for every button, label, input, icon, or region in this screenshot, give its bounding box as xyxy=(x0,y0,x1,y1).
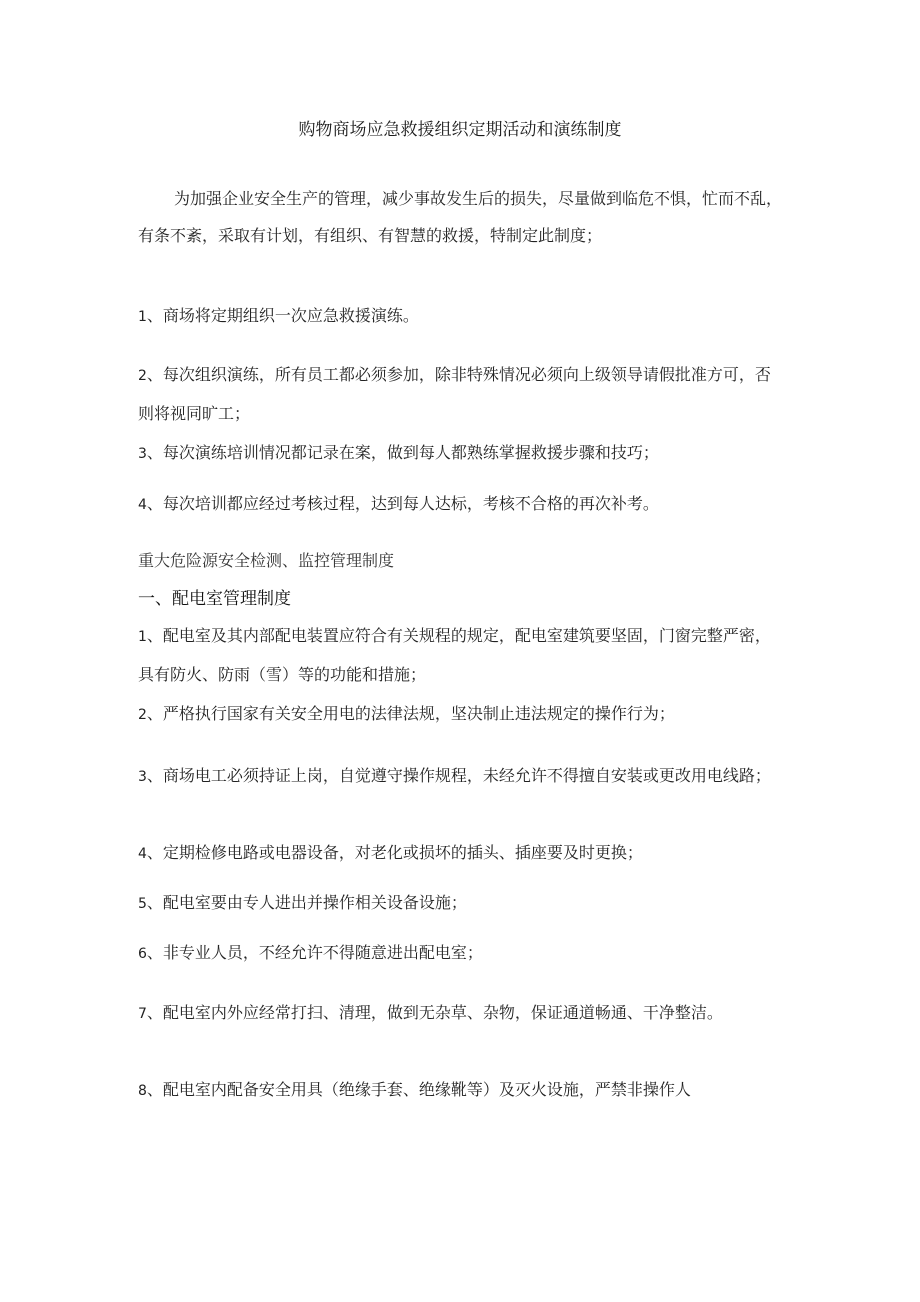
power-item-3 xyxy=(138,757,783,796)
item-text: 、配电室及其内部配电装置应符合有关规程的规定，配电室建筑要坚固，门窗完整严密，具有防火、防雨（雪）等的功能和措施； xyxy=(138,626,771,684)
item-number: 4 xyxy=(138,846,147,862)
power-item-6 xyxy=(138,934,783,973)
item-number: 7 xyxy=(138,1006,147,1022)
power-item-5 xyxy=(138,884,783,923)
document-title: 购物商场应急救援组织定期活动和演练制度 xyxy=(298,120,622,140)
power-item-8 xyxy=(138,1071,783,1110)
power-item-7 xyxy=(138,994,783,1033)
power-item-2 xyxy=(138,695,783,734)
item-number: 3 xyxy=(138,446,147,462)
section-title: 重大危险源安全检测、监控管理制度 xyxy=(138,551,395,570)
power-item-4 xyxy=(138,834,783,873)
item-text: 、定期检修电路或电器设备，对老化或损坏的插头、插座要及时更换； xyxy=(146,843,643,862)
item-number: 2 xyxy=(138,368,147,384)
item-text: 、商场将定期组织一次应急救援演练。 xyxy=(146,306,419,325)
item-text: 、配电室内外应经常打扫、清理，做到无杂草、杂物，保证通道畅通、干净整洁。 xyxy=(146,1003,723,1022)
drill-item-3 xyxy=(138,434,783,473)
item-text: 、每次演练培训情况都记录在案，做到每人都熟练掌握救援步骤和技巧； xyxy=(146,443,659,462)
item-number: 6 xyxy=(138,946,147,962)
item-text: 、每次培训都应经过考核过程，达到每人达标，考核不合格的再次补考。 xyxy=(146,494,659,513)
item-number: 1 xyxy=(138,629,147,645)
drill-item-1 xyxy=(138,297,783,336)
item-number: 5 xyxy=(138,896,147,912)
section-heading: 一、配电室管理制度 xyxy=(138,589,291,609)
item-text: 、配电室内配备安全用具（绝缘手套、绝缘靴等）及灭火设施，严禁非操作人 xyxy=(146,1080,691,1099)
drill-item-4 xyxy=(138,485,783,524)
item-number: 4 xyxy=(138,497,147,513)
intro-paragraph: 为加强企业安全生产的管理，减少事故发生后的损失，尽量做到临危不惧，忙而不乱，有条不紊，采取有计划，有组织、有智慧的救援，特制定此制度； xyxy=(138,189,783,245)
item-number: 2 xyxy=(138,707,147,723)
item-number: 1 xyxy=(138,309,147,325)
item-number: 8 xyxy=(138,1083,147,1099)
item-text: 、非专业人员，不经允许不得随意进出配电室； xyxy=(146,943,483,962)
power-item-1 xyxy=(138,617,783,693)
item-text: 、商场电工必须持证上岗，自觉遵守操作规程，未经允许不得擅自安装或更改用电线路； xyxy=(146,766,771,785)
item-text: 、配电室要由专人进出并操作相关设备设施； xyxy=(146,893,467,912)
item-number: 3 xyxy=(138,769,147,785)
drill-item-2 xyxy=(138,356,783,432)
item-text: 、每次组织演练，所有员工都必须参加，除非特殊情况必须向上级领导请假批准方可，否则将视同旷工； xyxy=(138,365,771,423)
item-text: 、严格执行国家有关安全用电的法律法规，坚决制止违法规定的操作行为； xyxy=(146,704,675,723)
